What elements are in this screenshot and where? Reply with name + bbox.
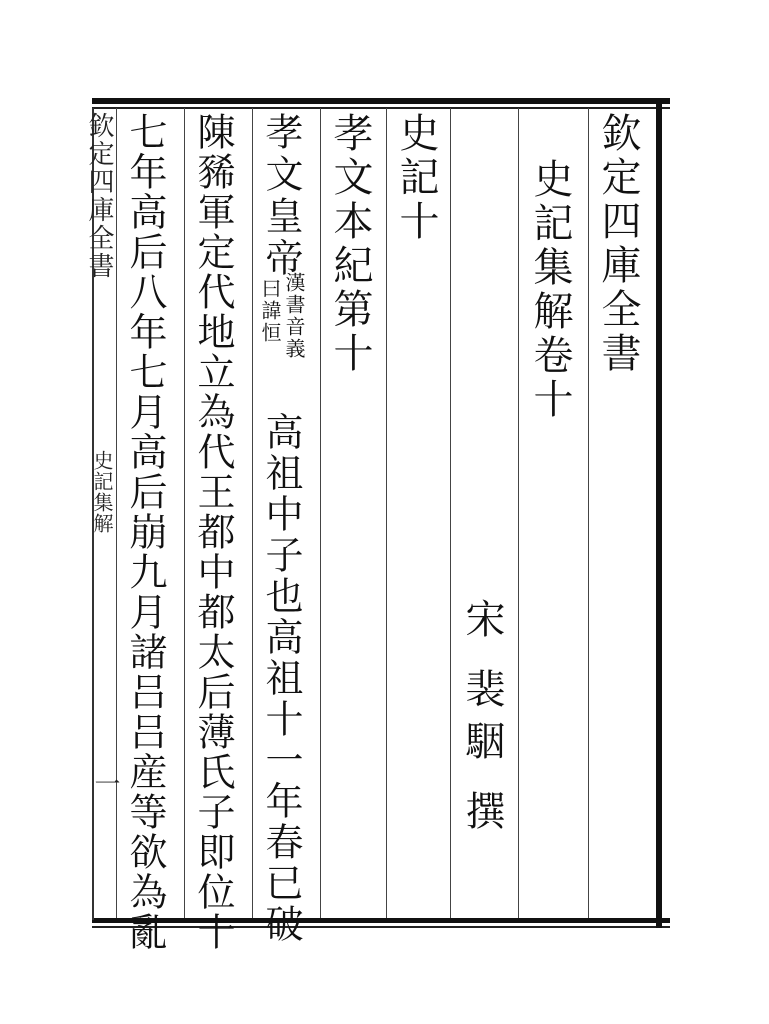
frame-bottom-rule <box>92 918 670 923</box>
book-title: 史記十 <box>393 112 439 244</box>
margin-collection-title: 欽定四庫全書 <box>84 112 114 280</box>
column-divider <box>252 108 253 918</box>
column-divider <box>320 108 321 918</box>
author-line <box>459 598 505 642</box>
dynasty: 宋 <box>459 598 505 642</box>
annotation-right: 漢書音義 <box>282 272 306 360</box>
text-line-2: 陳豨軍定代地立為代王都中都太后薄氏子即位十 <box>191 112 235 952</box>
volume-title: 史記集解卷十 <box>527 158 573 422</box>
frame-bottom-inner-rule <box>92 926 670 928</box>
column-divider <box>386 108 387 918</box>
author-action: 撰 <box>459 790 505 834</box>
text-line-1-start: 孝文皇帝 <box>259 112 303 280</box>
column-divider <box>184 108 185 918</box>
chapter-title: 孝文本紀第十 <box>327 112 373 376</box>
frame-top-rule <box>92 98 670 104</box>
column-divider <box>588 108 589 918</box>
column-divider <box>450 108 451 918</box>
text-line-3: 七年高后八年七月高后崩九月諸吕吕産等欲為亂 <box>123 112 167 952</box>
margin-book-title: 史記集解 <box>90 450 114 534</box>
author-name: 裴駰 <box>459 668 505 772</box>
frame-right-rule <box>656 98 662 928</box>
collection-header: 欽定四庫全書 <box>595 112 641 376</box>
frame-top-inner-rule <box>92 107 670 109</box>
column-divider <box>116 108 117 918</box>
column-divider <box>518 108 519 918</box>
annotation-left: 曰諱恒 <box>258 278 282 344</box>
page-number: 一 <box>90 770 120 796</box>
text-line-1-rest: 高祖中子也高祖十一年春已破 <box>259 412 303 945</box>
